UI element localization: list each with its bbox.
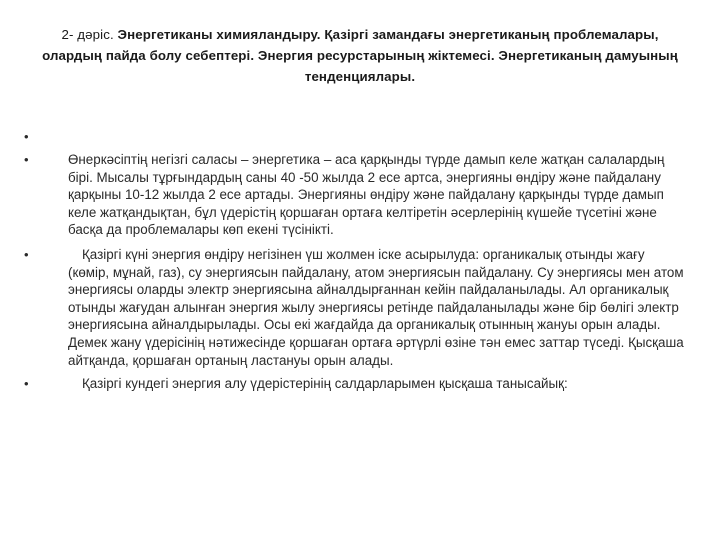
- bullet-list: [24, 128, 684, 393]
- lecture-title: [40, 24, 680, 87]
- list-item-text: Өнеркәсіптің негізгі саласы – энергетика – аса қарқынды түрде дамып келе жатқан салалардың бірі. Мысалы тұрғындардың саны 40 -50 жылда 2 есе артса, энергияны өндіру және пайдалану қарқыны 10-12 жылда 2 есе артады. Энергияны өндіру және пайдалану қарқынды түрде дамып келе жатқандықтан, бұл үдерістің қоршаған ортаға келтіретін әсерлерінің күшейе түсетіні және басқа да проблемалары көп екені түсінікті.: [68, 152, 665, 238]
- bullet-marker: •: [24, 152, 29, 167]
- bullet-marker: •: [24, 376, 29, 392]
- bullet-marker: •: [24, 129, 29, 144]
- lecture-topic: Энергетиканы химияландыру. Қазіргі замандағы энергетиканың проблемалары, олардың пайда болу себептері. Энергия ресурстарының жіктемесі. Энергетиканың дамуының тенденциялары.: [42, 27, 678, 84]
- list-item-energy-production: [24, 246, 684, 369]
- lecture-number: 2- дәріс.: [61, 27, 118, 42]
- list-item-energy-industry: [24, 151, 684, 239]
- bullet-marker: •: [24, 246, 29, 262]
- list-item-empty: [24, 128, 684, 151]
- list-item-text: Қазіргі күні энергия өндіру негізінен үш жолмен іске асырылуда: органикалық отынды жағу (көмір, мұнай, газ), су энергиясын пайдалану, атом энергиясын пайдалану. Су энергиясы мен атом энергиясы оларды электр энергиясына айналдырғаннан кейін пайдаланылады. Ал органикалық отынды жағудан алынған энергия жылу энергиясы ретінде пайдаланылады және бір бөлігі электр энергиясына айналдырылады. Осы екі жағдайда да органикалық отынның жануы орын алады. Демек жану үдерісінің нәтижесінде қоршаған ортаға әртүрлі өзіне тән емес заттар түседі. Қысқаша айтқанда, қоршаған ортаның ластануы орын алады.: [68, 246, 684, 368]
- list-item-consequences: [24, 375, 684, 393]
- list-item-text: Қазіргі кундегі энергия алу үдерістерінің салдарларымен қысқаша танысайық:: [82, 376, 568, 392]
